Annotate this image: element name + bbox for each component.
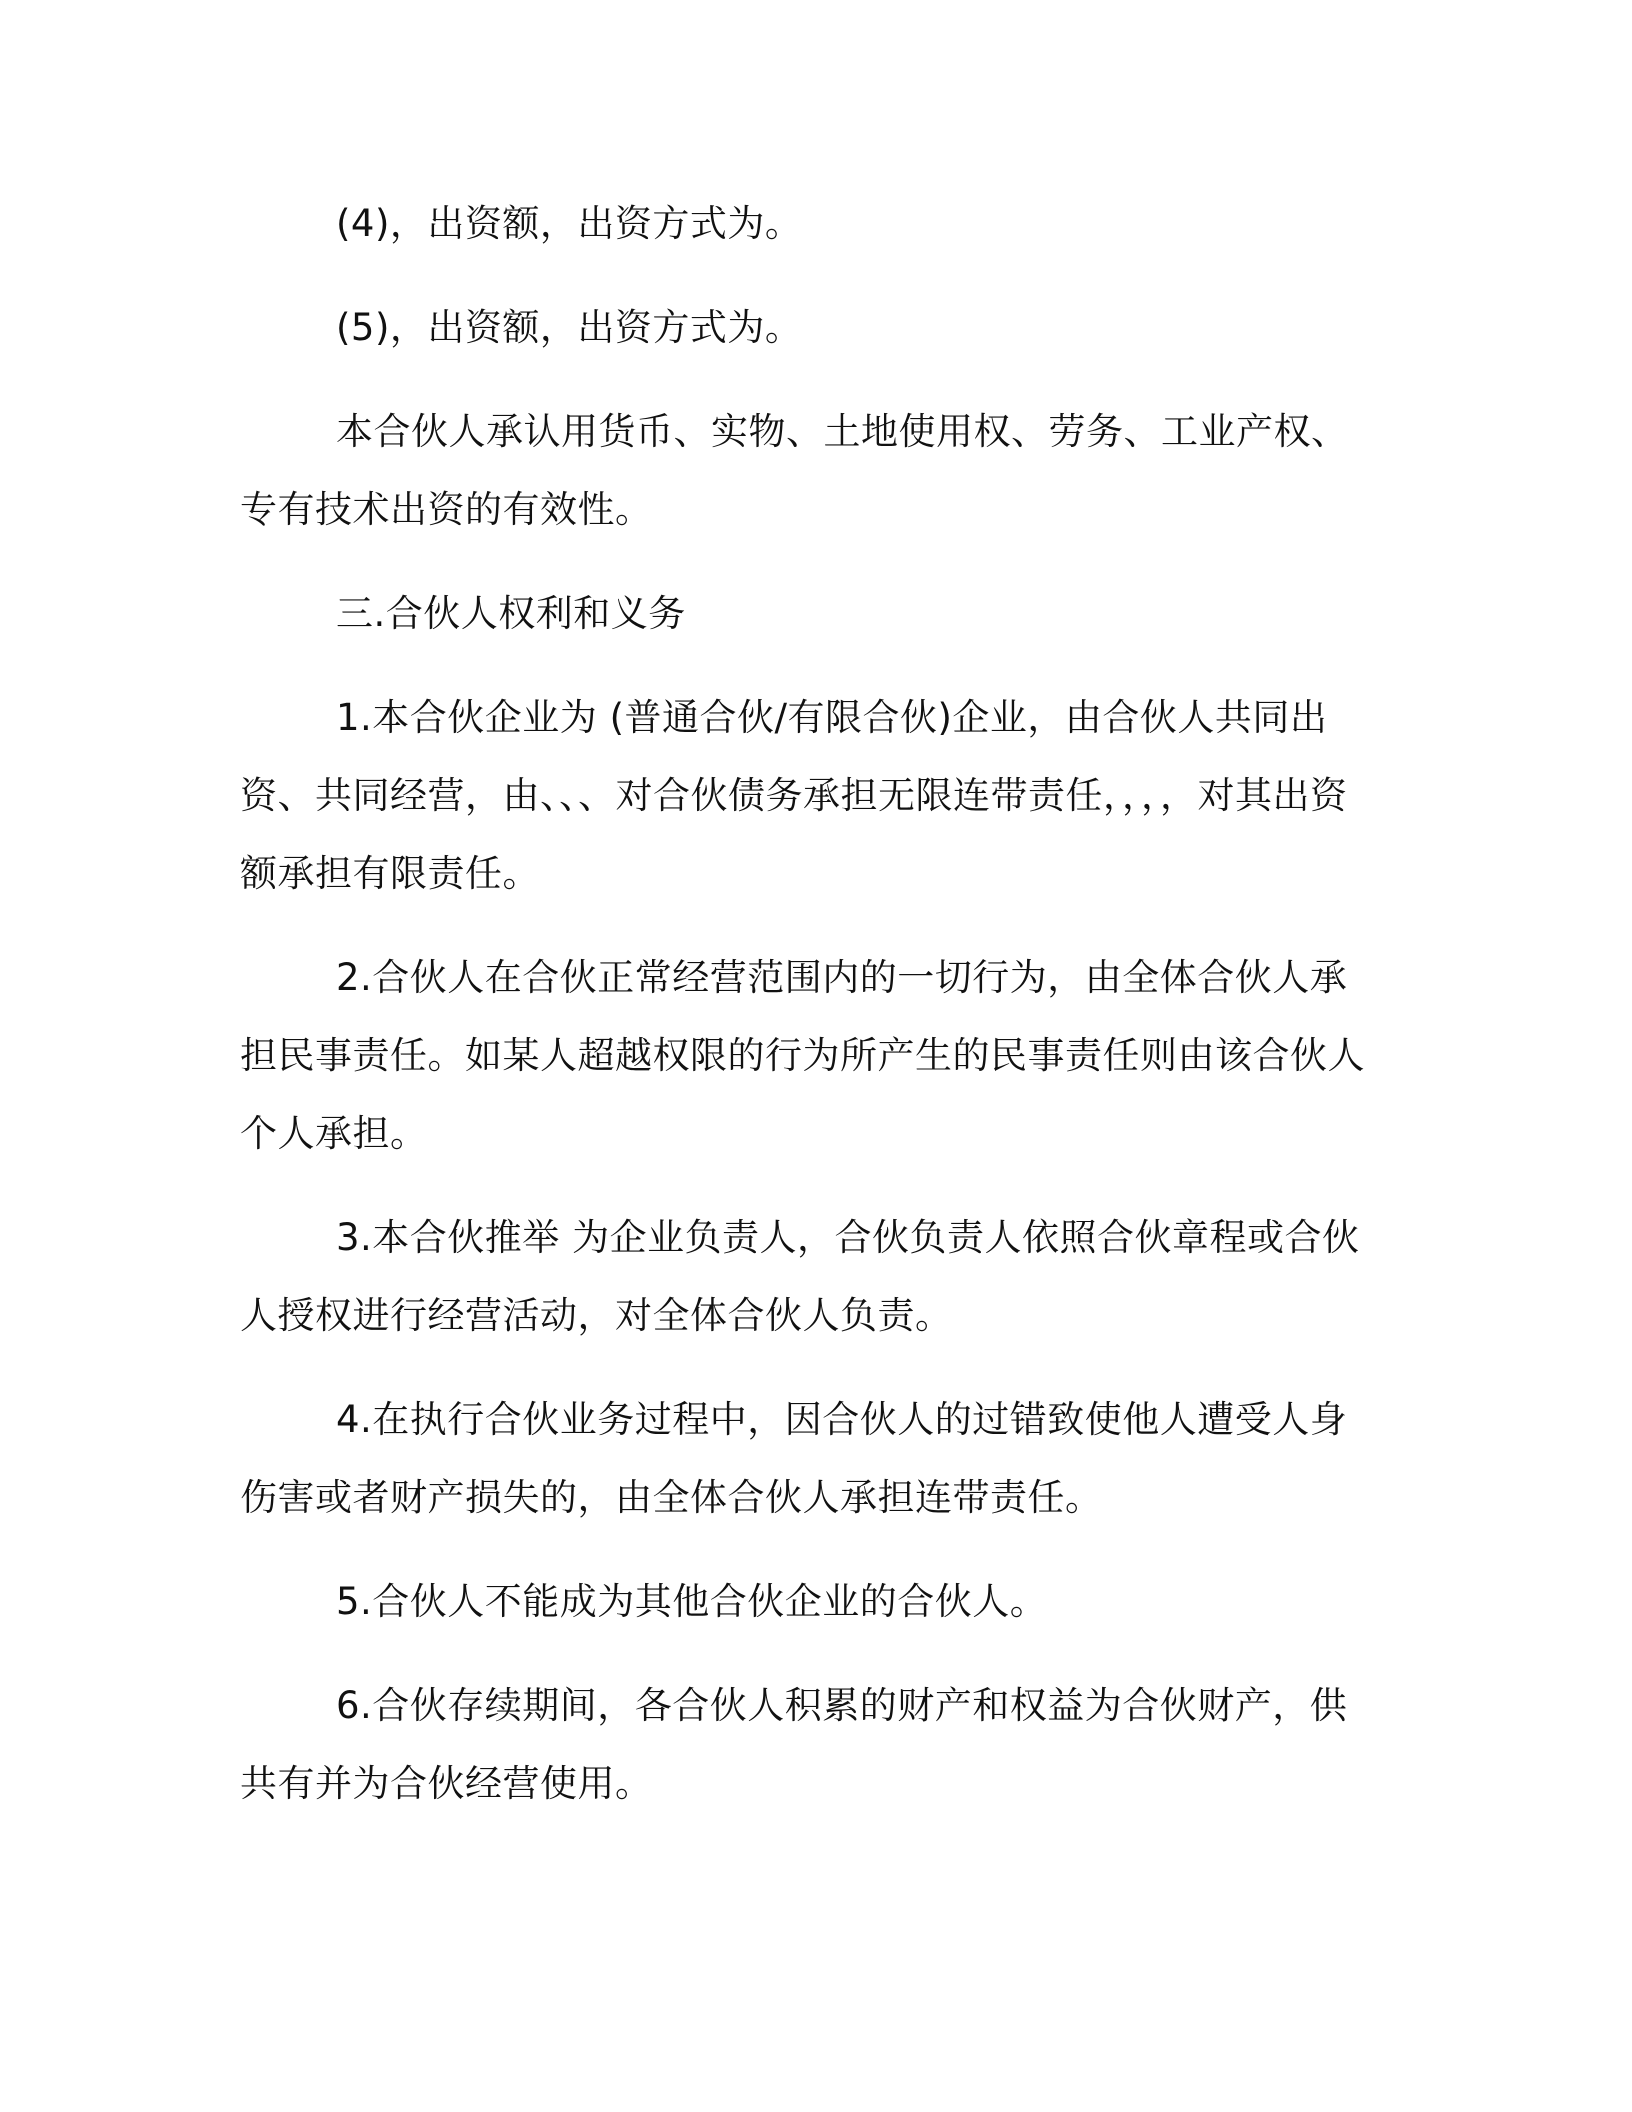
paragraph-clause-6: 6.合伙存续期间，各合伙人积累的财产和权益为合伙财产，供共有并为合伙经营使用。 xyxy=(240,1684,1348,1805)
paragraph-clause-3: 3.本合伙推举 为企业负责人，合伙负责人依照合伙章程或合伙人授权进行经营活动，对全体合伙人负责。 xyxy=(240,1216,1360,1337)
paragraph-clause-5: 5.合伙人不能成为其他合伙企业的合伙人。 xyxy=(336,1580,1048,1623)
document-body xyxy=(240,185,1380,1849)
paragraph-contribution-5: (5)，出资额，出资方式为。 xyxy=(336,306,803,349)
paragraph-contribution-4: (4)，出资额，出资方式为。 xyxy=(336,202,803,245)
section-heading-rights-obligations: 三.合伙人权利和义务 xyxy=(336,592,686,635)
paragraph-clause-2: 2.合伙人在合伙正常经营范围内的一切行为，由全体合伙人承担民事责任。如某人超越权限的行为所产生的民事责任则由该合伙人个人承担。 xyxy=(240,956,1365,1155)
paragraph-clause-4: 4.在执行合伙业务过程中，因合伙人的过错致使他人遭受人身伤害或者财产损失的，由全体合伙人承担连带责任。 xyxy=(240,1398,1348,1519)
paragraph-contribution-validity: 本合伙人承认用货币、实物、土地使用权、劳务、工业产权、专有技术出资的有效性。 xyxy=(240,410,1349,531)
paragraph-clause-1: 1.本合伙企业为 (普通合伙/有限合伙)企业，由合伙人共同出资、共同经营，由、、、对合伙债务承担无限连带责任，，，，对其出资额承担有限责任。 xyxy=(240,696,1348,895)
